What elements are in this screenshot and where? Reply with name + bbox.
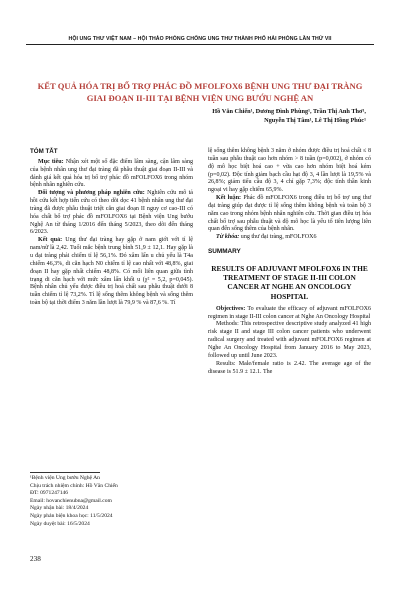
results-paragraph: Results: Male/female ratio is 2.42. The average age of the disease is 51.9 ± 12.1. The (208, 360, 371, 375)
keywords-paragraph (208, 234, 371, 242)
footnotes (30, 475, 193, 528)
result-continued: lệ sống thêm không bệnh 3 năm ở nhóm được điều trị hoá chất ≤ 8 tuần sau phẫu thuật cao hơn nhóm > 8 tuần (p=0,002), ở nhóm có độ mô học biệt hoá cao + vừa cao hơn nhóm biệt hoá kém (p=0,02). Độc tính giảm bạch cầu hạt độ 3, 4 lần lượt là 19,5% và 26,8%; giảm tiểu cầu độ 3, 4 chỉ gặp 7,3%; độc tính thần kinh ngoại vi hay gặp chiếm 65,9%. (208, 148, 371, 194)
running-head: HỘI UNG THƯ VIỆT NAM – HỘI THẢO PHÒNG CHỐNG UNG THƯ THÀNH PHỐ HẢI PHÒNG LẦN THỨ VII (68, 36, 332, 42)
objective-label: Mục tiêu: (38, 158, 64, 165)
author-list (126, 108, 366, 125)
method-text: Nghiên cứu mô tả hồi cứu kết hợp tiến cứu có theo dõi dọc 41 bệnh nhân ung thư đại tràng đã được phẫu thuật triệt căn giai đoạn II nguy cơ cao-III có hóa chất bổ trợ phác đồ mFOLFOX6 tại Bệnh viện Ung bướu Nghệ An từ tháng 1/2016 đến tháng 5/2023, theo dõi đến tháng 6/2023. (30, 190, 193, 236)
footnote-email: Email: hovanchienubna@gmail.com (30, 497, 112, 504)
conclusion-paragraph (208, 195, 371, 234)
conclusion-label: Kết luận: (216, 195, 242, 202)
authors-line-2: Nguyễn Thị Tâm¹, Lê Thị Hồng Phúc¹ (264, 116, 366, 124)
conclusion-text: Phác đồ mFOLFOX6 trong điều trị bổ trợ ung thư đại tràng giúp đạt được tỉ lệ sống thêm không bệnh và toàn bộ 3 năm cao trong nhóm bệnh nhân nghiên cứu. Thời gian điều trị hóa chất bổ trợ sau phẫu thuật và độ mô học là yếu tố tiên lượng liên quan đến sống thêm của bệnh nhân. (208, 195, 371, 233)
footnote-phone: ĐT: 0971247146 (30, 490, 69, 497)
abstract-heading: TÓM TẮT (30, 148, 58, 155)
right-column (208, 148, 371, 376)
method-label: Đối tượng và phương pháp nghiên cứu: (38, 190, 145, 197)
result-paragraph (30, 237, 193, 308)
objectives-paragraph (208, 306, 371, 322)
authors-line-1: Hồ Văn Chiến¹, Dương Đình Phùng¹, Trần Thị Anh Thơ¹, (212, 108, 366, 115)
footnote-rule (30, 472, 100, 473)
footnote-received: Ngày nhận bài: 18/4/2024 (30, 505, 89, 512)
header-rule (26, 44, 374, 45)
footnote-author: Chịu trách nhiệm chính: Hồ Văn Chiến (30, 482, 118, 489)
keywords-label: Từ khóa: (216, 234, 240, 241)
result-label: Kết quả: (38, 237, 63, 244)
method-paragraph (30, 190, 193, 237)
left-column (30, 148, 193, 308)
objective-text: Nhận xét một số đặc điểm lâm sàng, cận lâm sàng của bệnh nhân ung thư đại tràng đã phẫu thuật giai đoạn II-III và đánh giá kết quả hóa trị bổ trợ phác đồ mFOLFOX6 trong nhóm bệnh nhân nghiên cứu. (30, 158, 194, 189)
summary-heading: SUMMARY (208, 248, 241, 256)
methods-paragraph: Methods: This retrospective descriptive study analyzed 41 high risk stage II and stage III colon cancer patients who underwent radical surgery and treated with adjuvant mFOLFOX6 regimen at Nghe An Oncology Hospital from January 2016 to May 2023, followed up until June 2023. (208, 321, 371, 359)
english-title: RESULTS OF ADJUVANT MFOLFOX6 IN THE TREATMENT OF STAGE II-III COLON CANCER AT NGHE AN ONCOLOGY HOSPITAL (211, 263, 368, 301)
page-number: 238 (30, 555, 41, 563)
footnote-affiliation: ¹Bệnh viện Ung bướu Nghệ An (30, 475, 100, 481)
result-text: Ung thư đại tràng hay gặp ở nam giới với tỉ lệ nam/nữ là 2,42. Tuổi mắc bệnh trung bình 51,9 ± 12,1. Hay gặp là u đại tràng phải chiếm tỉ lệ 56,1%. Đó xâm lấn u chủ yếu là T4a chiếm 46,3%, di căn hạch N0 chiếm tỉ lệ cao nhất với 48,8%, giai đoạn II hay gặp nhất chiếm 48,8%. Có mối liên quan giữa tình trạng di căn hạch với mức xâm lấn khối u (χ² = 5,2, p=0,045). Bệnh nhân chủ yếu được điều trị hoá chất sau phẫu thuật dưới 8 tuần chiếm tỉ lệ 73,2%. Tỉ lệ sống thêm không bệnh và sống thêm toàn bộ tại thời điểm 3 năm lần lượt là 79,9 % và 87,6 %. Tỉ (30, 237, 193, 307)
keywords-text: ung thư đại tràng, mFOLFOX6 (240, 234, 317, 241)
objectives-text: To evaluate the efficacy of adjuvant mFOLFOX6 regimen in stage II-III colon cancer at Nghe An Oncology Hospital (208, 305, 372, 320)
article-title: KẾT QUẢ HÓA TRỊ BỔ TRỢ PHÁC ĐỒ MFOLFOX6 BỆNH UNG THƯ ĐẠI TRÀNG GIAI ĐOẠN II-III TẠI BỆNH VIỆN UNG BƯỚU NGHỆ AN (37, 81, 363, 103)
objectives-label: Objectives: (216, 305, 246, 312)
footnote-reviewed: Ngày phản biện khoa học: 11/5/2024 (30, 512, 113, 519)
objective-paragraph (30, 159, 193, 190)
footnote-approved: Ngày duyệt bài: 16/5/2024 (30, 520, 90, 527)
